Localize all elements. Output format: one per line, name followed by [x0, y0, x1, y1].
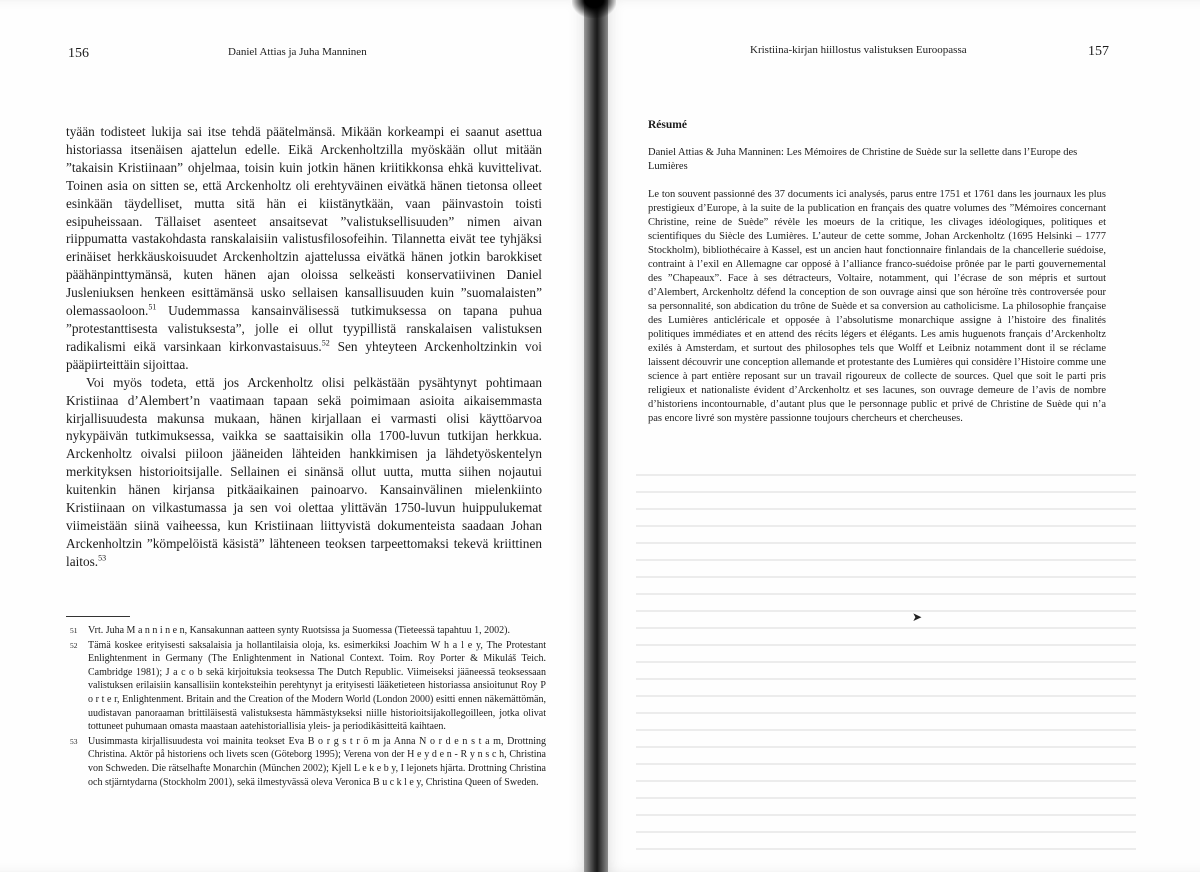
footnote: 52 Tämä koskee erityisesti saksalaisia ja hollantilaisia oloja, ks. esimerkiksi Joachim W h a l e y, The Protestant Enlightenment in Germany (The Enlightenment in National Context. Toim. Roy Porter & Mikuláš Teich. Cambridge 1981); J a c o b sekä kirjoituksia teoksessa The Dutch Republic. Viimeiseksi jääneessä teoksessaan valistuksen erilaisiin kansallisiin konteksteihin perehtynyt ja erityisesti lääketieteen historiassa ansioitunut Roy P o r t e r, Enlightenment. Britain and the Creation of the Modern World (London 2000) esitti ennen näkemättömän, uudistavan panoraaman brittiläisestä valistuksesta hämmästykseksi niille historioitsijakollegoilleen, jotka olivat tottuneet puhumaan omasta maastaan aatehistoriallisia yleis- ja periodikäsitteitä kaihtaen. [70, 639, 546, 733]
footnote-ref: 51 [148, 302, 157, 312]
footnote-number: 53 [70, 736, 78, 746]
paragraph: tyään todisteet lukija sai itse tehdä päätelmänsä. Mikään korkeampi ei saanut asettua historiassa itsenäisen ajattelun edelle. Eikä Arckenholtzilla myöskään ollut mitään ”takaisin Kristiinaan” ohjelmaa, toisin kuin jotkin hänen kriitikkonsa ehkä kuvittelivat. Toinen asia on sitten se, että Arckenholtz oli erehtyväinen eivätkä hänen tietonsa olleet esinkään täydelliset, mutta sitä hän ei kiistänytkään, vaan päinvastoin toisti esipuheissaan. Tällaiset asenteet ansaitsevat ”valistuksellisuuden” nimen aivan riippumatta vastakohdasta ranskalaisiin valistusfilosofeihin. Tilannetta eivät tee tyhjäksi erinäiset herkkäuskoisuudet Arckenholtzin ajattelussa eivätkä hänen jotkin barokkiset päähänpinttymänsä, kuten hänen ajan oloissa selkeästi konservatiivinen Daniel Jusleniuksen henkeen esittämänsä usko sellaisen kansallisuuden kuin ”suomalaisten” olemassaoloon.$^{51}$ Uudemmassa kansainvälisessä tutkimuksessa on tapana puhua ”protestanttisesta valistuksesta”, jolle ei ollut tyypillistä ranskalaisen valistuksen radikalismi eikä varsinkaan kirkonvastaisuus.$^{52}$ Sen yhteyteen Arckenholtzinkin voi pääpiirteittäin sijoittaa. [66, 124, 542, 372]
left-page [0, 0, 592, 872]
page-number: 157 [1088, 44, 1109, 59]
footnotes [66, 624, 546, 790]
footnote-number: 51 [70, 626, 78, 635]
resume-subtitle: Daniel Attias & Juha Manninen: Les Mémoires de Christine de Suède sur la sellette dans l’Europe des Lumières [648, 147, 1078, 172]
running-head: Kristiina-kirjan hiillostus valistuksen Euroopassa [750, 44, 967, 56]
footnote-number: 52 [70, 640, 78, 650]
show-through [636, 470, 1136, 850]
footnote-ref: 53 [98, 553, 107, 563]
paragraph: Voi myös todeta, että jos Arckenholtz olisi pelkästään pysähtynyt pohtimaan Kristiinaa d’Alembert’n vaatimaan tapaan sekä poimimaan asioita aikaisemmasta kirjallisuudesta makunsa mukaan, hänen kirjallaan ei varmasti olisi käyttöarvoa nykypäivän tutkimuksessa, vaikka se saattaisikin olla 1700-luvun tutkijan herkkua. Arckenholtz oivalsi piiloon jääneiden lähteiden hankkimisen ja lähdetyöskentelyn merkityksen historioitsijalle. Sellainen ei sinänsä ollut uutta, mutta siihen nojautui kuitenkin hänen kirjansa pitkäaikainen painoarvo. Kansainvälinen mielenkiinto Kristiinaan on vilkastumassa ja sen voi olettaa ylittävän 1750-luvun huippulukemat viimeistään siinä vaiheessa, kun Kristiinaan liittyvistä dokumenteista saadaan Johan Arckenholtzin ”kömpelöistä käsistä” lähteneen teoksen tarpeettomaksi tekevä kriittinen laitos.$^{53}$ [66, 374, 542, 569]
resume-heading: Résumé [648, 119, 687, 131]
footnote: 53 Uusimmasta kirjallisuudesta voi mainita teokset Eva B o r g s t r ö m ja Anna N o r d e n s t a m, Drottning Christina. Aktör på historiens och livets scen (Göteborg 1995); Verena von der H e y d e n - R y n s c h, Christina von Schweden. Die rätselhafte Monarchin (München 2002); Kjell L e k e b y, I lejonets hjärta. Drottning Christina och stjärntydarna (Stockholm 2001), sekä ilmestyvässä oleva Veronica B u c k l e y, Christina Queen of Sweden. [70, 735, 546, 788]
right-page [600, 0, 1200, 872]
book-gutter [584, 0, 608, 872]
page-number: 156 [68, 46, 89, 61]
mouse-cursor-icon: ➤ [912, 610, 923, 624]
footnote-ref: 52 [321, 338, 330, 348]
resume-body: Le ton souvent passionné des 37 documents ici analysés, parus entre 1751 et 1761 dans les journaux les plus prestigieux d’Europe, à la suite de la publication en français des quatre volumes des ”Mémoires concernant Christine, reine de Suède” révèle les moeurs de la critique, les clivages idéologiques, politiques et scientifiques du Siècle des Lumières. L’auteur de cette somme, Johan Arckenholtz (1695 Helsinki – 1777 Stockholm), bibliothécaire à Kassel, est un ancien haut fonctionnaire finlandais de la chancellerie suédoise, contraint à l’exil en Allemagne car opposé à l’alliance franco-suédoise prônée par le parti gouvernemental des ”Chapeaux”. Face à ses détracteurs, Voltaire, notamment, qui l’écrase de son mépris et surtout d’Alembert, Arckenholtz défend la conception de son ouvrage ainsi que son héroïne très controversée pour sa personnalité, son abdication du trône de Suède et sa conversion au catholicisme. La philosophie française des Lumières anticléricale et opposée à l’absolutisme monarchique assigne à l’histoire des finalités politiques immédiates et en attend des récits légers et élégants. Les amis huguenots français d’Arckenholtz exilés à Amsterdam, et surtout des philosophes tels que Wolff et Leibniz notamment dont il se réclame laissent découvrir une conception allemande et protestante des Lumières qui considère l’Histoire comme une science à part entière reposant sur un travail rigoureux de collecte de sources. Quel que soit le parti pris religieux et nationaliste évident d’Arckenholtz et ses lacunes, son ouvrage demeure de l’avis de nombre d’historiens incontournable, d’autant plus que le personnage public et privé de Christine de Suède qui n’a pas encore livré son mystère passionne toujours chercheurs et chercheuses. [648, 189, 1106, 424]
body-text [66, 123, 542, 571]
gutter-shadow [572, 0, 616, 18]
footnote: 51 Vrt. Juha M a n n i n e n, Kansakunnan aatteen synty Ruotsissa ja Suomessa (Tieteessä tapahtuu 1, 2002). [70, 625, 511, 636]
footnote-divider [66, 616, 130, 617]
running-head: Daniel Attias ja Juha Manninen [228, 46, 367, 58]
